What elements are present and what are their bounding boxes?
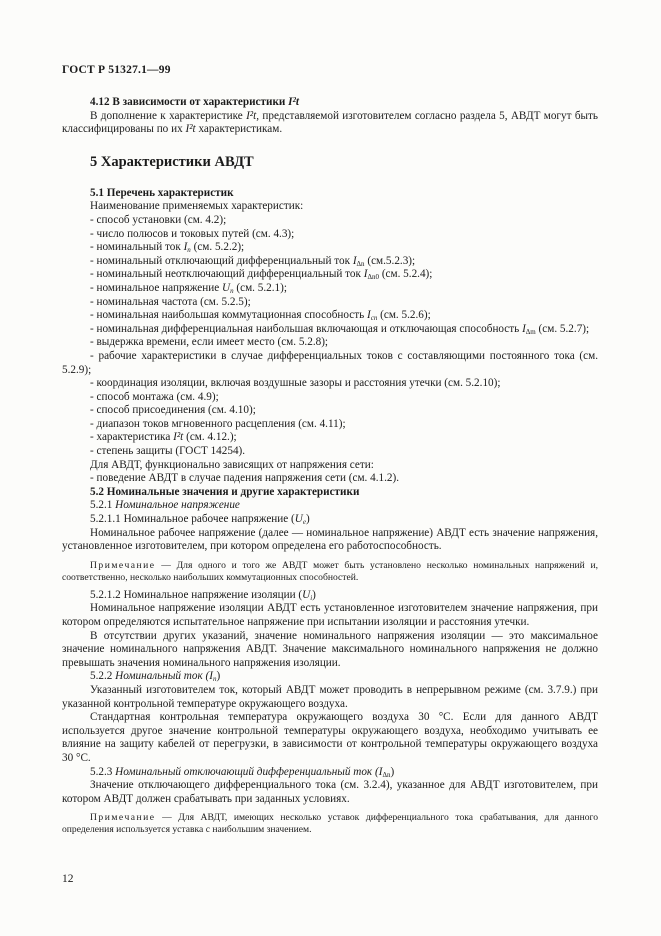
list-item: - координация изоляции, включая воздушные зазоры и расстояния утечки (см. 5.2.10); [90,377,501,390]
section-heading: 4.12 В зависимости от характеристики I²t [90,96,299,108]
list-item: - характеристика I²t (см. 4.12.); [90,431,237,444]
list-item: - номинальный неотключающий дифференциальный ток $I_{\Delta n0}$ (см. 5.2.4); [90,268,433,282]
list-item: - номинальная частота (см. 5.2.5); [90,295,251,308]
subsection-heading: 5.2.1 Номинальное напряжение [90,499,240,512]
list-item: - номинальная наибольшая коммутационная способность $I_{cn}$ (см. 5.2.6); [90,309,431,323]
note: Примечание — Для одного и того же АВДТ может быть установлено несколько номинальных напряжений и, соответственно, несколько наибольших коммутационных способностей. [62,559,599,583]
section-4-12 [62,96,598,137]
paragraph: Для АВДТ, функционально зависящих от напряжения сети: [90,458,374,471]
paragraph: Наименование применяемых характеристик: [90,200,304,213]
paragraph: Стандартная контрольная температура окружающего воздуха 30 °С. Если для данного АВДТ используется другое значение контрольной температуры окружающего воздуха, необходимо учитывать ее влияние на защиту кабелей от перегрузки, в зависимости от контрольной температуры окружающего воздуха 30 °С. [62,711,598,764]
section-5-2 [62,486,598,836]
list-item: - выдержка времени, если имеет место (см. 5.2.8); [90,336,329,349]
list-item: - способ монтажа (см. 4.9); [90,390,219,403]
list-item: - номинальный отключающий дифференциальный ток $I_{\Delta n}$ (см.5.2.3); [90,254,416,268]
list-item: - рабочие характеристики в случае дифференциальных токов с составляющими постоянного тока (см. 5.2.9); [62,349,598,376]
subsection-heading: 5.2.1.1 Номинальное рабочее напряжение $(U_e)$ [90,513,310,527]
list-item: - поведение АВДТ в случае падения напряжения сети (см. 4.1.2). [90,472,400,485]
list-item: - номинальная дифференциальная наибольшая включающая и отключающая способность $I_{\Delta m}$ (см. 5.2.7); [90,322,590,336]
paragraph: Номинальное напряжение изоляции АВДТ есть установленное изготовителем значение напряжения, при котором определяются испытательное напряжение при испытании изоляции и расстояния утечки. [62,602,598,628]
section-5-1 [62,187,598,486]
section-title: 5 Характеристики АВДТ [90,153,254,170]
list-item: - способ присоединения (см. 4.10); [90,404,256,417]
paragraph: Значение отключающего дифференциального тока (см. 3.2.4), указанное для АВДТ изготовителем, при котором АВДТ должен срабатывать при заданных условиях. [62,779,598,805]
list-item: - номинальное напряжение $U_n$ (см. 5.2.1); [90,281,287,295]
note: Примечание — Для АВДТ, имеющих несколько уставок дифференциального тока срабатывания, для данного определения используется уставка с наибольшим значением. [62,812,598,836]
paragraph: В дополнение к характеристике I²t, представляемой изготовителем согласно раздела 5, АВДТ могут быть классифицированы по их I²t характеристикам. [62,109,599,136]
list-item: - степень защиты (ГОСТ 14254). [90,445,246,458]
list-item: - номинальный ток $I_n$ (см. 5.2.2); [90,241,245,255]
list-item: - способ установки (см. 4.2); [90,213,227,226]
subsection-heading: 5.2.3 Номинальный отключающий дифференциальный ток $(I_{\Delta n})$ [90,765,395,779]
paragraph: Указанный изготовителем ток, который АВДТ может проводить в непрерывном режиме (см. 3.7.9.) при указанной контрольной температуре окружающего воздуха. [62,683,598,710]
paragraph: Номинальное рабочее напряжение (далее — номинальное напряжение) АВДТ есть значение напряжения, установленное изготовителем, при котором определена его работоспособность. [62,526,598,553]
doc-header: ГОСТ Р 51327.1—99 [62,64,171,76]
list-item: - число полюсов и токовых путей (см. 4.3); [90,227,295,240]
subsection-heading: 5.2.2 Номинальный ток $(I_n)$ [90,670,221,684]
page-number: 12 [62,873,74,885]
section-heading: 5.1 Перечень характеристик [90,186,234,199]
document-page [62,64,598,836]
subsection-heading: 5.2.1.2 Номинальное напряжение изоляции $(U_i)$ [90,588,316,602]
section-heading: 5.2 Номинальные значения и другие характеристики [90,485,360,498]
list-item: - диапазон токов мгновенного расцепления (см. 4.11); [90,417,346,430]
paragraph: В отсутствии других указаний, значение номинального напряжения изоляции — это максимальное значение номинального напряжения АВДТ. Значение максимального номинального напряжения не должно превышать значения номинального напряжения изоляции. [62,629,598,669]
